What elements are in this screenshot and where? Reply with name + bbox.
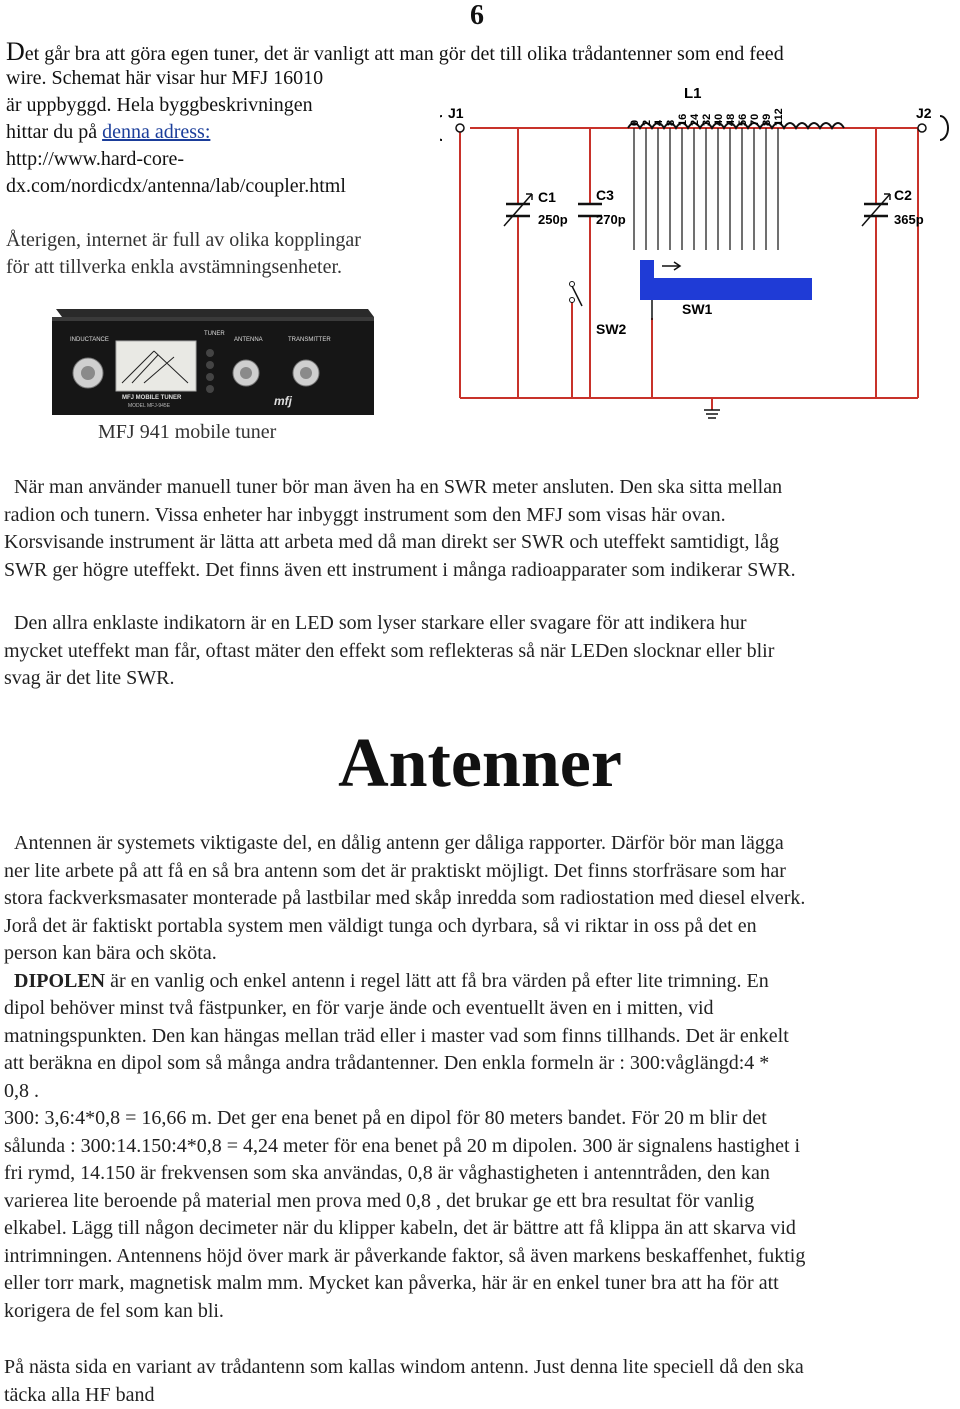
swr-paragraph-1 [4, 474, 956, 584]
text-line: SWR ger högre uteffekt. Det finns även ett instrument i många radioapparater som indikerar SWR. [4, 557, 956, 585]
text-span: är en vanlig och enkel antenn i regel lätt att få bra värden på efter lite trimning. En [105, 970, 769, 992]
j1-label: J1 [448, 105, 464, 121]
text-line: Antennen är systemets viktigaste del, en dålig antenn ger dåliga rapporter. Därför bör man lägga [4, 830, 956, 858]
page-number: 6 [470, 0, 484, 32]
text-line: matningspunkten. Den kan hängas mellan träd eller i master vad som finns tillhands. Det är enkelt [4, 1023, 956, 1051]
text-line: ner lite arbete på att få en så bra antenn som det är praktiskt möjligt. Det finns storfräsare som har [4, 858, 956, 886]
c2-label: C2 [894, 187, 912, 203]
intro-first-line [6, 38, 946, 68]
intro-line: är uppbyggd. Hela byggbeskrivningen [6, 92, 416, 119]
url-line: dx.com/nordicdx/antenna/lab/coupler.html [6, 173, 416, 200]
text-line: På nästa sida en variant av trådantenn som kallas windom antenn. Just denna lite speciell då den ska [4, 1354, 956, 1382]
tuner-label: TUNER [204, 331, 225, 337]
text-line: person kan bära och sköta. [4, 940, 956, 968]
antenna-paragraph [4, 830, 956, 1325]
c1-value: 250p [538, 212, 568, 227]
tap-label: 89 [761, 114, 773, 126]
intro-line: wire. Schemat här visar hur MFJ 16010 [6, 65, 416, 92]
intro-column [6, 65, 416, 281]
text-line: mycket uteffekt man får, oftast mäter den effekt som reflekteras så när LEDen slocknar eller blir [4, 638, 956, 666]
intro-dropcap: D [6, 37, 25, 66]
text-line: radion och tunern. Vissa enheter har inbyggt instrument som den MFJ som visas här ovan. [4, 502, 956, 530]
text-line: 300: 3,6:4*0,8 = 16,66 m. Det ger ena benet på en dipol för 80 meters bandet. För 20 m blir det [4, 1105, 956, 1133]
photo-caption: MFJ 941 mobile tuner [98, 421, 276, 444]
text-line: dipol behöver minst två fästpunker, en för varje ände och eventuellt även en i mitten, vid [4, 995, 956, 1023]
closing-paragraph [4, 1354, 956, 1409]
swr-paragraph-2 [4, 610, 956, 693]
tap-label: 32 [701, 114, 713, 126]
link-prefix: hittar du på [6, 121, 102, 143]
text-line: korigera de fel som kan bli. [4, 1298, 956, 1326]
tap-label: 8 [665, 120, 677, 126]
model-number: MODEL MFJ-945E [128, 403, 171, 409]
sw1-label: SW1 [682, 301, 713, 317]
text-line: fri rymd, 14.150 är frekvensen som ska användas, 0,8 är våghastigheten i antenntråden, den kan [4, 1160, 956, 1188]
sw2-label: SW2 [596, 321, 627, 337]
text-line: Den allra enklaste indikatorn är en LED som lyser starkare eller svagare för att indikera hur [4, 610, 956, 638]
c3-label: C3 [596, 187, 614, 203]
text-line: eller torr mark, magnetisk malm mm. Mycket kan påverka, här är en enkel tuner bra att ha för att [4, 1270, 956, 1298]
tap-label: 2 [641, 120, 653, 126]
c2-value: 365p [894, 212, 924, 227]
intro-link-line [6, 119, 416, 146]
tap-label: 112 [773, 108, 785, 126]
sw1-arm [640, 278, 812, 300]
tuner-photo-drawing [48, 305, 378, 421]
tap-label: 40 [713, 114, 725, 126]
para2-line: för att tillverka enkla avstämningsenheter. [6, 254, 416, 281]
text-line: 0,8 . [4, 1078, 956, 1106]
j2-label: J2 [916, 105, 932, 121]
transmitter-label: TRANSMITTER [288, 337, 331, 343]
tuner-schematic [440, 80, 958, 440]
swr-meter [116, 341, 196, 391]
dipol-term: DIPOLEN [14, 970, 105, 992]
tap-label: 48 [725, 114, 737, 126]
inductance-label: INDUCTANCE [70, 337, 109, 343]
text-line: stora fackverksmasater monterade på lastbilar med skåp inredda som radiostation med diesel elverk. [4, 885, 956, 913]
brand-logo: mfj [274, 394, 293, 408]
l1-label: L1 [684, 85, 702, 102]
tap-label: 4 [653, 119, 665, 126]
tap-label: 56 [737, 114, 749, 126]
text-line: sålunda : 300:14.150:4*0,8 = 4,24 meter för ena benet på 20 m dipolen. 300 är signalens hastighet i [4, 1133, 956, 1161]
text-line: intrimningen. Antennens höjd över mark är påverkande faktor, så även markens beskaffenhet, fuktig [4, 1243, 956, 1271]
text-line: varierea lite beroende på material men prova med 0,8 , det brukar ge ett bra resultat för vanlig [4, 1188, 956, 1216]
section-heading: Antenner [0, 724, 960, 804]
j2-connector [940, 116, 948, 140]
tap-label: 16 [677, 114, 689, 126]
text-line: Korsvisande instrument är lätta att arbeta med då man direkt ser SWR och uteffekt samtidigt, låg [4, 529, 956, 557]
c1-label: C1 [538, 189, 556, 205]
para2-line: Återigen, internet är full av olika kopplingar [6, 227, 416, 254]
tap-label: 24 [689, 113, 701, 126]
c3-value: 270p [596, 212, 626, 227]
text-line: täcka alla HF band [4, 1382, 956, 1409]
tuner-photo [48, 305, 378, 421]
address-link[interactable]: denna adress: [102, 121, 210, 143]
tap-label: 70 [749, 114, 761, 126]
model-label: MFJ MOBILE TUNER [122, 395, 182, 401]
dipol-first-line [4, 968, 956, 996]
antenna-label: ANTENNA [234, 337, 263, 343]
tap-label: 0 [629, 120, 641, 126]
text-line: När man använder manuell tuner bör man även ha en SWR meter ansluten. Den ska sitta mellan [4, 474, 956, 502]
text-line: elkabel. Lägg till någon decimeter när du klipper kabeln, det är bättre att få klippa än att skarva vid [4, 1215, 956, 1243]
text-line: Jorå det är faktiskt portabla system men väldigt tunga och dyrbara, så vi riktar in oss på det en [4, 913, 956, 941]
url-line: http://www.hard-core- [6, 146, 416, 173]
text-line: att beräkna en dipol som så många andra trådantenner. Den enkla formeln är : 300:våglängd:4 * [4, 1050, 956, 1078]
intro-line1: et går bra att göra egen tuner, det är vanligt att man gör det till olika trådantenner som end feed [25, 43, 784, 65]
j1-connector [440, 116, 442, 140]
schematic-drawing [440, 80, 958, 440]
text-line: svag är det lite SWR. [4, 665, 956, 693]
